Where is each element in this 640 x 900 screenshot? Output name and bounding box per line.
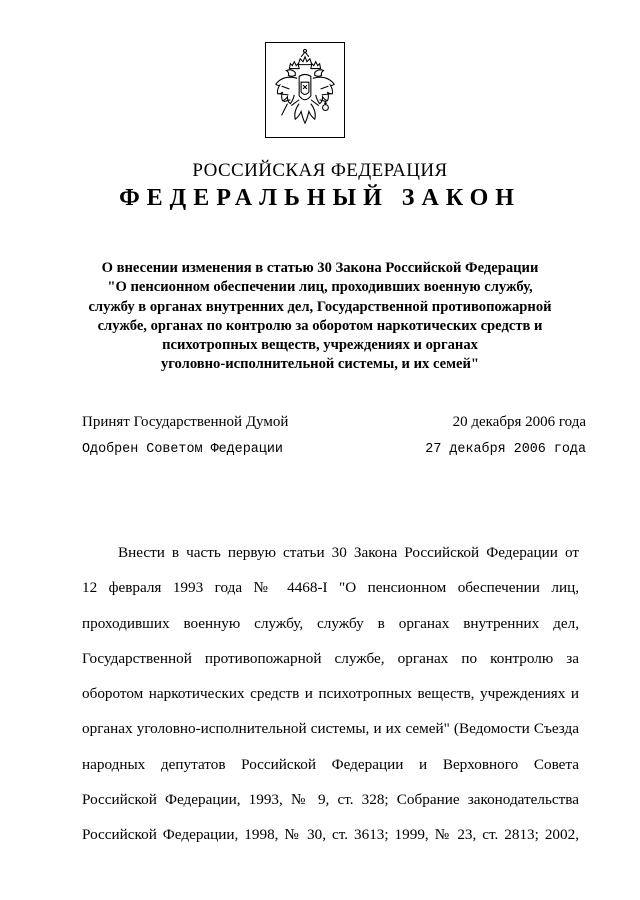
coat-of-arms-emblem — [265, 42, 345, 138]
body-line: 12 февраля 1993 года № 4468-I "О пенсионном обеспечении лиц, — [82, 579, 579, 597]
body-line: проходивших военную службу, службу в органах внутренних дел, — [82, 614, 579, 632]
council-approval-date: 27 декабря 2006 года — [425, 442, 586, 457]
council-approval-label: Одобрен Советом Федерации — [82, 442, 283, 457]
law-title-line: психотропных веществ, учреждениях и органах — [162, 337, 478, 354]
council-approval-row — [82, 442, 588, 457]
body-line: Российской Федерации, 1993, № 9, ст. 328; Собрание законодательства — [82, 791, 579, 809]
russian-coat-of-arms-icon — [266, 43, 344, 137]
body-line: Российской Федерации, 1998, № 30, ст. 3613; 1999, № 23, ст. 2813; 2002, — [82, 826, 579, 844]
body-line: Государственной противопожарной службе, органах по контролю за — [82, 649, 579, 667]
body-line: органах уголовно-исполнительной системы, и их семей" (Ведомости Съезда — [82, 720, 579, 738]
law-title-line: службе, органах по контролю за оборотом наркотических средств и — [97, 317, 543, 334]
law-type-heading: ФЕДЕРАЛЬНЫЙ ЗАКОН — [119, 185, 521, 211]
law-title-line: "О пенсионном обеспечении лиц, проходивших военную службу, — [107, 279, 533, 296]
law-title-line: О внесении изменения в статью 30 Закона Российской Федерации — [101, 260, 539, 276]
duma-adoption-row — [82, 414, 588, 431]
body-line: народных депутатов Российской Федерации и Верховного Совета — [82, 755, 579, 773]
country-heading: РОССИЙСКАЯ ФЕДЕРАЦИЯ — [192, 160, 448, 181]
duma-adoption-label: Принят Государственной Думой — [82, 414, 289, 430]
law-title — [60, 259, 580, 375]
law-title-line: уголовно-исполнительной системы, и их семей" — [160, 356, 480, 373]
duma-adoption-date: 20 декабря 2006 года — [452, 414, 586, 430]
law-title-line: службу в органах внутренних дел, Государственной противопожарной — [88, 298, 552, 315]
body-line: оборотом наркотических средств и психотропных веществ, учреждениях и — [82, 685, 579, 703]
body-line: Внести в часть первую статьи 30 Закона Российской Федерации от — [118, 544, 579, 561]
law-body-paragraph — [82, 535, 579, 853]
